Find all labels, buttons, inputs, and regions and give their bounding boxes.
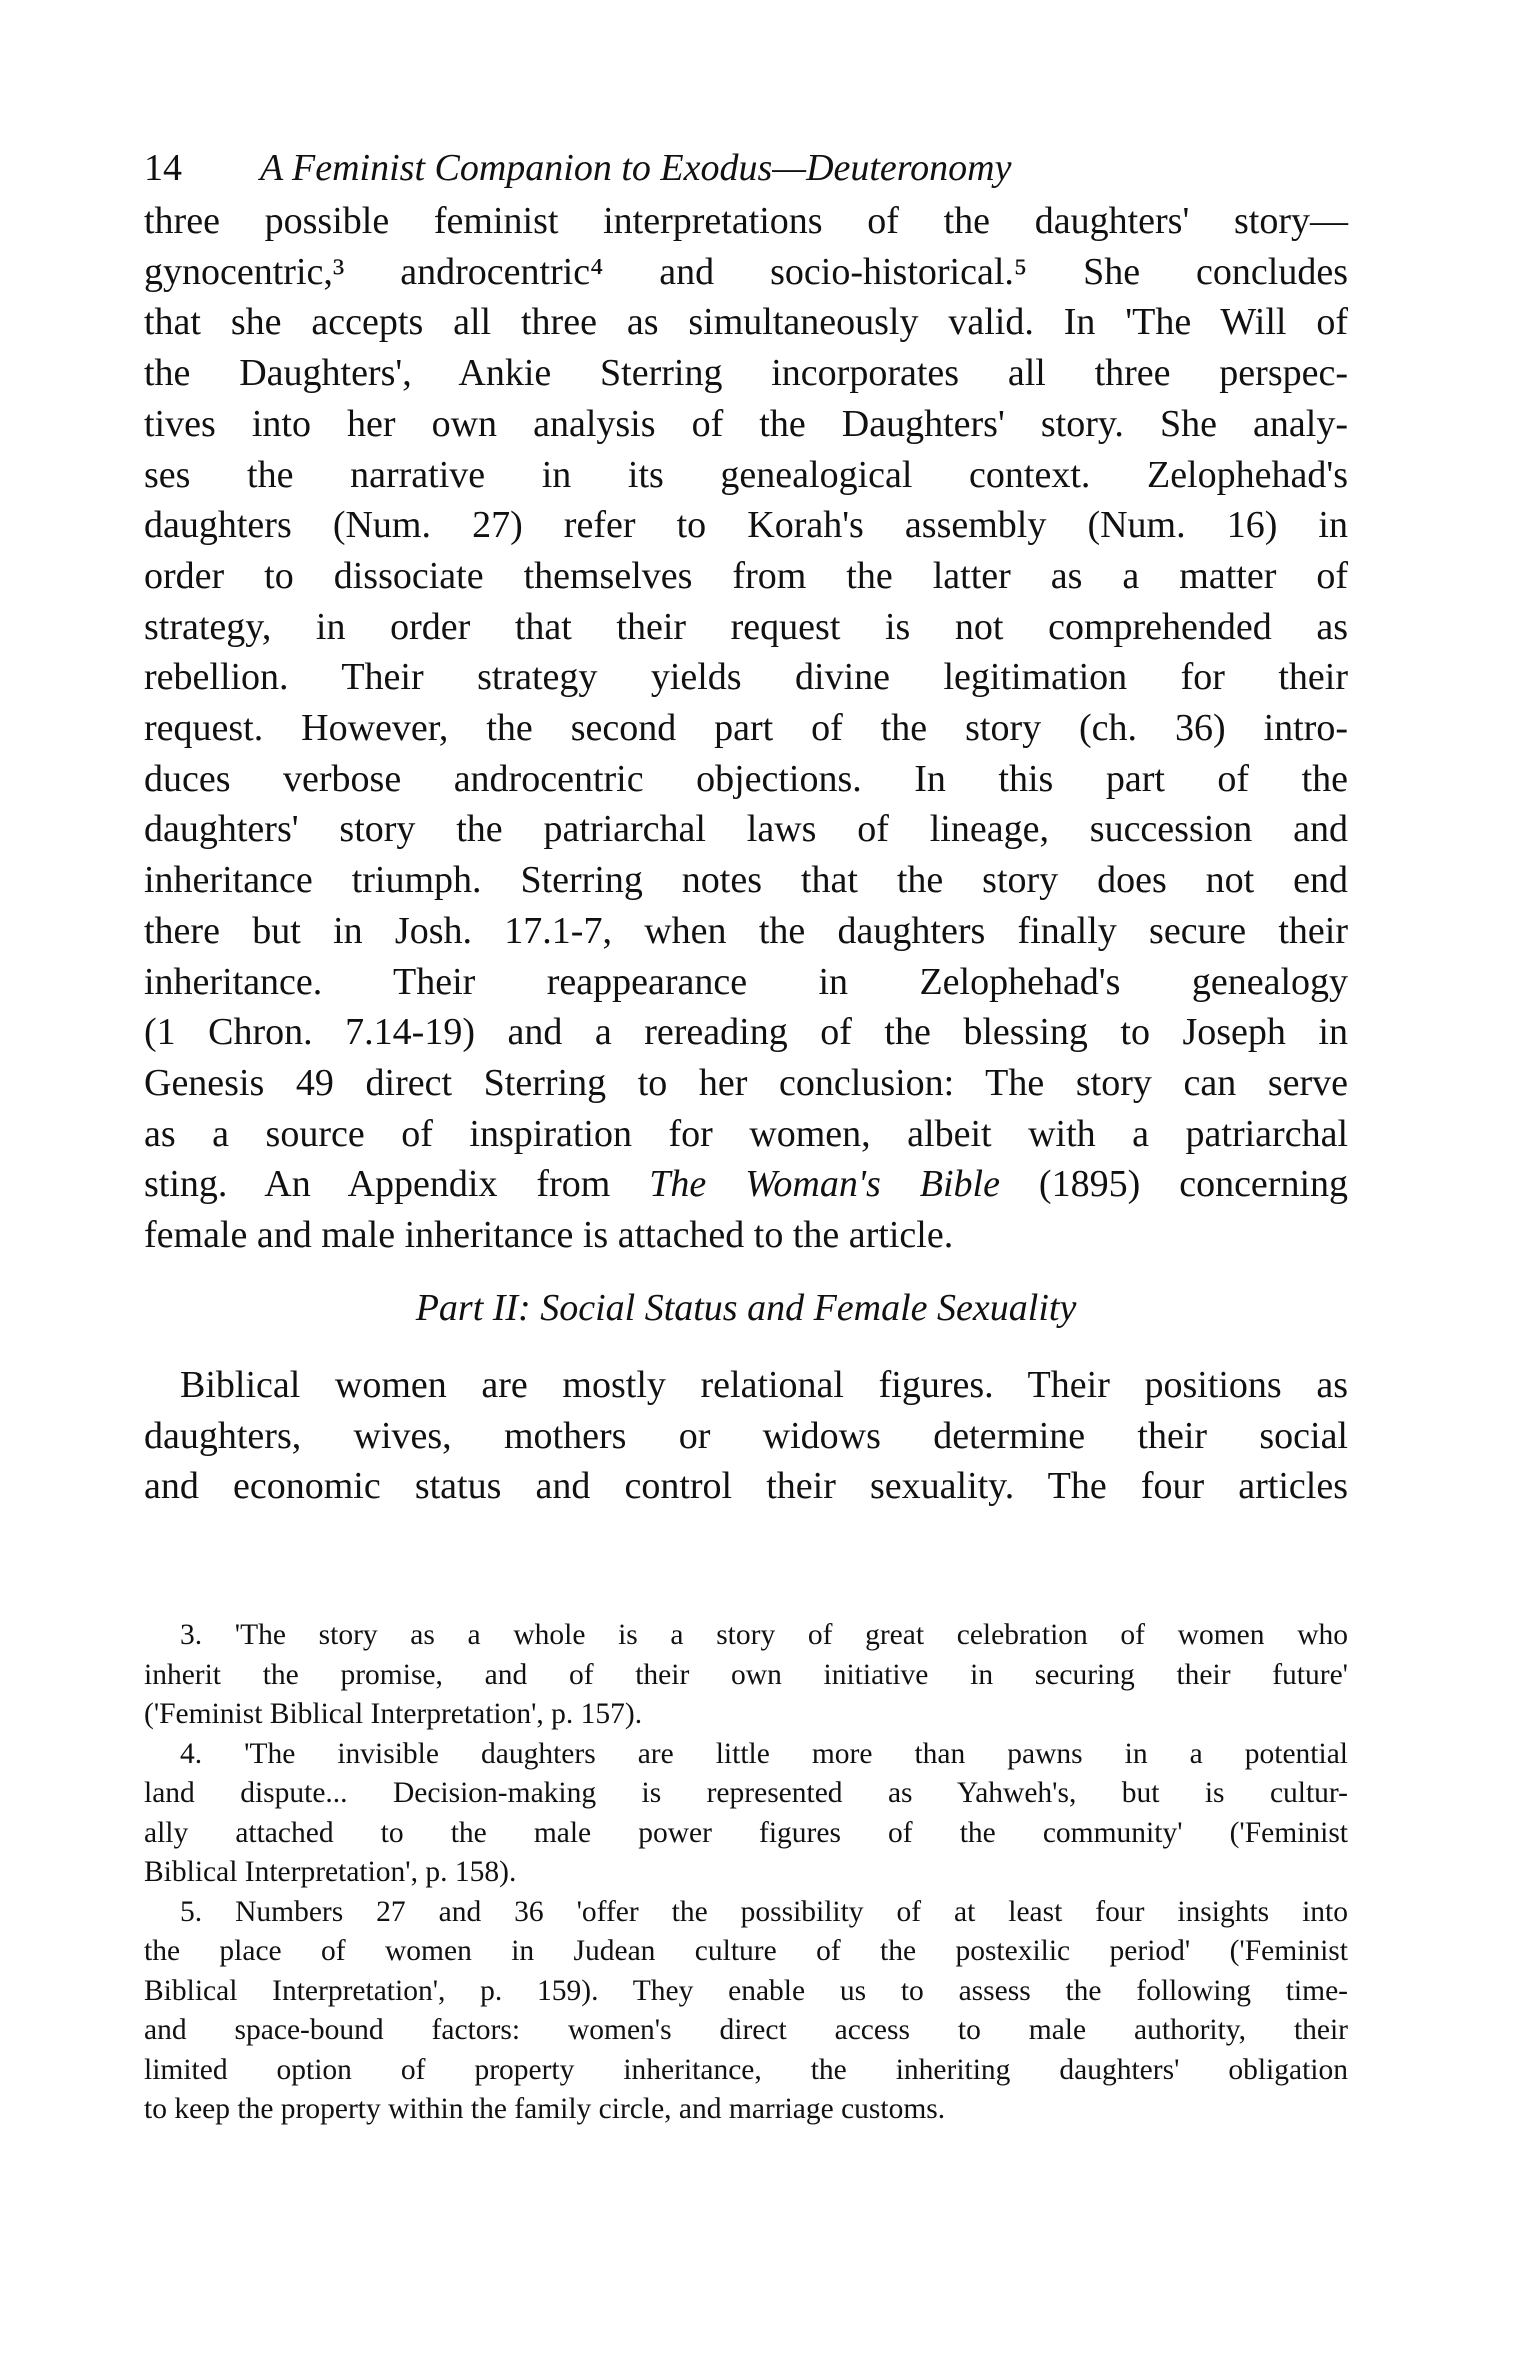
text-line: rebellion. Their strategy yields divine legitimation for their <box>144 656 1348 699</box>
text-line: daughters' story the patriarchal laws of lineage, succession and <box>144 808 1348 851</box>
text-line: gynocentric,³ androcentric⁴ and socio-historical.⁵ She concludes <box>144 250 1348 293</box>
text-line: Biblical women are mostly relational figures. Their positions as <box>180 1364 1348 1406</box>
italic-title: The Woman's Bible <box>649 1163 1000 1206</box>
text-line: request. However, the second part of the story (ch. 36) intro- <box>144 707 1348 750</box>
section-heading: Part II: Social Status and Female Sexuality <box>415 1287 1077 1329</box>
text-line: limited option of property inheritance, the inheriting daughters' obligation <box>144 2053 1348 2086</box>
text-line: duces verbose androcentric objections. In this part of the <box>144 757 1348 800</box>
paragraph-1 <box>144 196 1348 1261</box>
text-line: tives into her own analysis of the Daughters' story. She analy- <box>144 402 1348 445</box>
text-line: 5. Numbers 27 and 36 'offer the possibility of at least four insights into <box>180 1895 1348 1928</box>
text-line: daughters, wives, mothers or widows determine their social <box>144 1414 1348 1457</box>
text-line: land dispute... Decision-making is represented as Yahweh's, but is cultur- <box>144 1777 1348 1809</box>
paragraph-2 <box>144 1360 1348 1512</box>
text-line: order to dissociate themselves from the latter as a matter of <box>144 554 1348 597</box>
text-line <box>144 1159 1348 1210</box>
text-line: there but in Josh. 17.1-7, when the daughters finally secure their <box>144 909 1348 952</box>
text-line: Biblical Interpretation', p. 158). <box>144 1856 517 1888</box>
text-segment: sting. An Appendix from <box>144 1163 650 1206</box>
text-line: inheritance. Their reappearance in Zelophehad's genealogy <box>144 960 1348 1003</box>
text-line: female and male inheritance is attached to the article. <box>144 1214 954 1257</box>
text-line: the place of women in Judean culture of the postexilic period' ('Feminist <box>144 1935 1348 1967</box>
text-line: inherit the promise, and of their own initiative in securing their future' <box>144 1658 1348 1691</box>
text-line: Genesis 49 direct Sterring to her conclusion: The story can serve <box>144 1061 1348 1104</box>
text-line: strategy, in order that their request is not comprehended as <box>144 605 1348 648</box>
text-line: inheritance triumph. Sterring notes that the story does not end <box>144 859 1348 902</box>
text-line: 3. 'The story as a whole is a story of great celebration of women who <box>180 1619 1348 1651</box>
text-line: ('Feminist Biblical Interpretation', p. 157). <box>144 1698 643 1730</box>
text-line: three possible feminist interpretations of the daughters' story— <box>144 200 1348 242</box>
text-line: Biblical Interpretation', p. 159). They enable us to assess the following time- <box>144 1974 1348 2007</box>
text-segment: (1895) concerning <box>999 1163 1349 1206</box>
running-title: A Feminist Companion to Exodus—Deuteronomy <box>260 147 1012 189</box>
text-line: as a source of inspiration for women, albeit with a patriarchal <box>144 1112 1348 1155</box>
text-line: to keep the property within the family circle, and marriage customs. <box>144 2093 946 2125</box>
text-line: and space-bound factors: women's direct access to male authority, their <box>144 2014 1348 2046</box>
text-line: 4. 'The invisible daughters are little more than pawns in a potential <box>180 1737 1348 1770</box>
text-line: that she accepts all three as simultaneously valid. In 'The Will of <box>144 301 1348 344</box>
page-number: 14 <box>144 147 182 189</box>
footnotes <box>144 1616 1348 2130</box>
text-line: and economic status and control their sexuality. The four articles <box>144 1465 1348 1508</box>
text-line: ses the narrative in its genealogical context. Zelophehad's <box>144 453 1348 496</box>
text-line: ally attached to the male power figures of the community' ('Feminist <box>144 1816 1348 1849</box>
text-line: daughters (Num. 27) refer to Korah's assembly (Num. 16) in <box>144 504 1348 547</box>
text-line: the Daughters', Ankie Sterring incorporates all three perspec- <box>144 352 1348 395</box>
text-line: (1 Chron. 7.14-19) and a rereading of the blessing to Joseph in <box>144 1011 1348 1054</box>
